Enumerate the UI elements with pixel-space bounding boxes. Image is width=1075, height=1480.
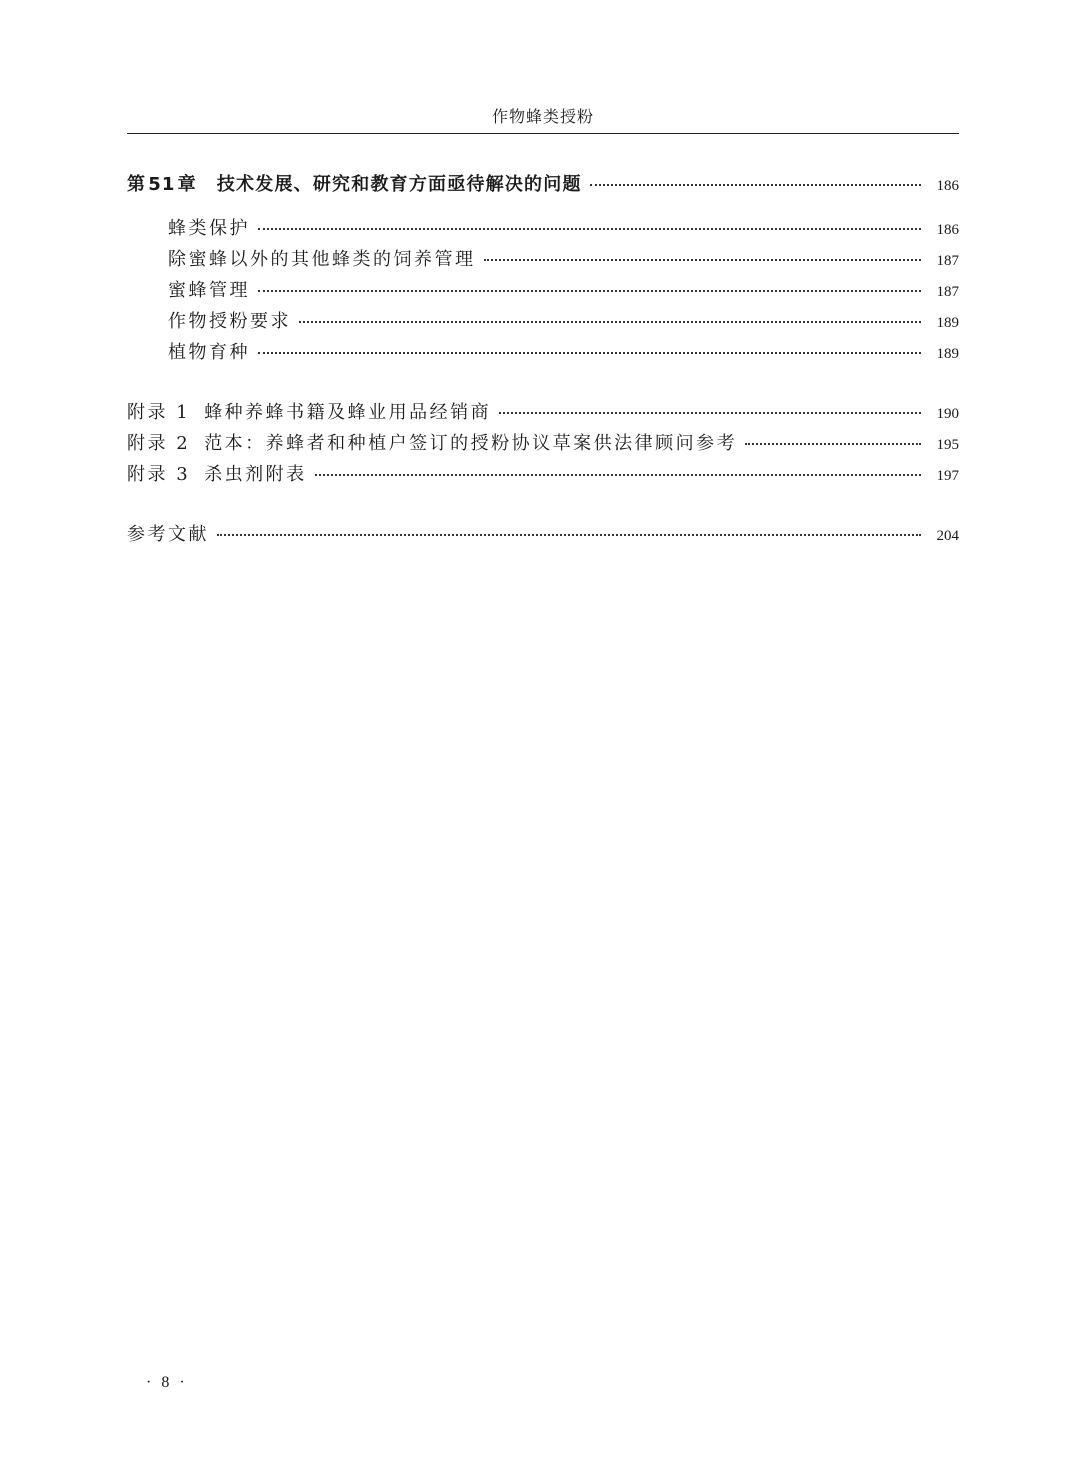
dot-leader: [258, 290, 921, 292]
toc-appendix-entry[interactable]: [127, 460, 959, 486]
toc-section-entry[interactable]: [168, 307, 959, 333]
appendix-label-title: [127, 398, 491, 424]
appendix-label: 附录 1: [127, 402, 191, 423]
references-title: 参考文献: [127, 524, 209, 545]
dot-leader: [499, 412, 921, 414]
page-folio: · 8 ·: [146, 1374, 188, 1391]
section-title: 作物授粉要求: [168, 311, 291, 332]
dot-leader: [258, 228, 921, 230]
toc-section-entry[interactable]: [168, 276, 959, 302]
dot-leader: [217, 534, 921, 536]
chapter-number: 51: [148, 174, 176, 195]
dot-leader: [315, 474, 921, 476]
chapter-label: [127, 170, 582, 196]
section-title: 植物育种: [168, 342, 250, 363]
section-title: 除蜜蜂以外的其他蜂类的饲养管理: [168, 249, 476, 270]
toc-appendix-entry[interactable]: [127, 398, 959, 424]
toc-section-entry[interactable]: [168, 245, 959, 271]
dot-leader: [258, 352, 921, 354]
section-title: 蜂类保护: [168, 218, 250, 239]
dot-leader: [299, 321, 921, 323]
toc-appendix-entry[interactable]: [127, 429, 959, 455]
page-number: 187: [936, 253, 959, 269]
page-number: 187: [936, 284, 959, 300]
page-number: 195: [936, 437, 959, 453]
dot-leader: [590, 184, 921, 186]
chapter-prefix: 第: [127, 174, 147, 195]
appendix-label: 附录 2: [127, 433, 191, 454]
running-title: 作物蜂类授粉: [491, 107, 594, 126]
toc-chapter-entry[interactable]: [127, 170, 959, 196]
chapter-suffix: 章: [177, 174, 197, 195]
page-number: 186: [936, 222, 959, 238]
toc-section-entry[interactable]: [168, 338, 959, 364]
dot-leader: [484, 259, 922, 261]
page-number: 189: [936, 346, 959, 362]
appendix-label-title: [127, 429, 737, 455]
appendix-label: 附录 3: [127, 464, 191, 485]
toc-section-entry[interactable]: [168, 214, 959, 240]
chapter-title: 技术发展、研究和教育方面亟待解决的问题: [216, 174, 582, 195]
page-number: 197: [936, 468, 959, 484]
appendix-label-title: [127, 460, 307, 486]
page-number: 189: [936, 315, 959, 331]
appendix-title: 蜂种养蜂书籍及蜂业用品经销商: [204, 402, 492, 423]
dot-leader: [745, 443, 921, 445]
section-title: 蜜蜂管理: [168, 280, 250, 301]
appendix-title: 范本：养蜂者和种植户签订的授粉协议草案供法律顾问参考: [204, 433, 738, 454]
appendix-title: 杀虫剂附表: [204, 464, 307, 485]
header-rule: [127, 133, 959, 134]
page-number: 190: [936, 406, 959, 422]
toc-references-entry[interactable]: [127, 520, 959, 546]
page-number: 186: [936, 178, 959, 194]
page-number: 204: [936, 528, 959, 544]
